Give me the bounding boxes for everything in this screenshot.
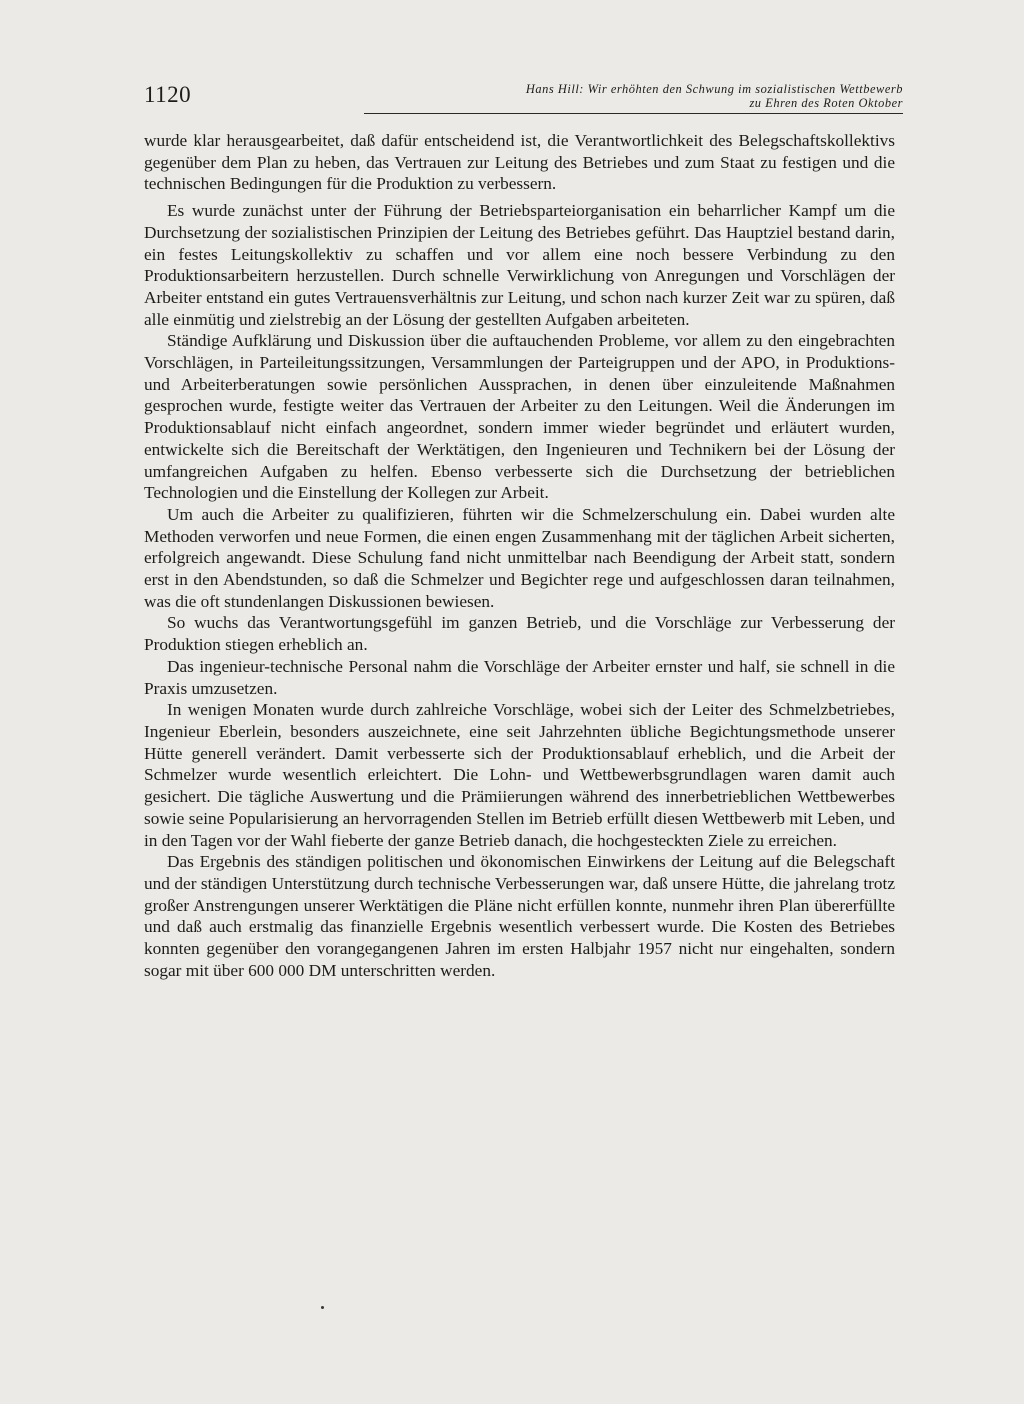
print-speck <box>321 1306 324 1309</box>
paragraph: Ständige Aufklärung und Diskussion über die auftauchenden Probleme, vor allem zu den eingebrachten Vorschlägen, in Parteileitungssitzungen, Versammlungen der Parteigruppen und der APO, in Produktions- und Arbeiterberatungen sowie persönlichen Aussprachen, in denen über einzuleitende Maßnahmen gesprochen wurde, festigte weiter das Vertrauen der Arbeiter zu den Leitungen. Weil die Änderungen im Produktionsablauf nicht einfach angeordnet, sondern immer wieder begründet und erläutert wurden, entwickelte sich die Bereitschaft der Werktätigen, den Ingenieuren und Technikern bei der Lösung der umfangreichen Aufgaben zu helfen. Ebenso verbesserte sich die Durchsetzung der betrieblichen Technologien und die Einstellung der Kollegen zur Arbeit. <box>144 331 895 503</box>
page-header <box>144 80 903 120</box>
paragraph: Das ingenieur-technische Personal nahm die Vorschläge der Arbeiter ernster und half, sie schnell in die Praxis umzusetzen. <box>144 656 895 698</box>
paragraph: Es wurde zunächst unter der Führung der Betriebsparteiorganisation ein beharrlicher Kampf um die Durchsetzung der sozialistischen Prinzipien der Leitung des Betriebes geführt. Das Hauptziel bestand darin, ein festes Leitungskollektiv zu schaffen und vor allem eine noch bessere Verbindung zu den Produktionsarbeitern herzustellen. Durch schnelle Verwirklichung von Anregungen und Vorschlägen der Arbeiter entstand ein gutes Vertrauensverhältnis zur Leitung, und schon nach kurzer Zeit war zu spüren, daß alle einmütig und zielstrebig an der Lösung der gestellten Aufgaben arbeiteten. <box>144 201 895 329</box>
paragraph: Das Ergebnis des ständigen politischen und ökonomischen Einwirkens der Leitung auf die Belegschaft und der ständigen Unterstützung durch technische Verbesserungen war, daß unsere Hütte, die jahrelang trotz großer Anstrengungen unserer Werktätigen die Pläne nicht erfüllen konnte, nunmehr ihren Plan übererfüllte und daß auch erstmalig das finanzielle Ergebnis wesentlich verbessert wurde. Die Kosten des Betriebes konnten gegenüber den vorangegangenen Jahren im ersten Halbjahr 1957 nicht nur eingehalten, sondern sogar mit über 600 000 DM unterschritten werden. <box>144 852 895 980</box>
page-number: 1120 <box>144 82 192 107</box>
paragraph-continuation: wurde klar herausgearbeitet, daß dafür entscheidend ist, die Verantwortlichkeit des Belegschaftskollektivs gegenüber dem Plan zu heben, das Vertrauen zur Leitung des Betriebes und zum Staat zu festigen und die technischen Bedingungen für die Produktion zu verbessern. <box>144 131 895 194</box>
running-head <box>526 82 903 110</box>
paragraph: In wenigen Monaten wurde durch zahlreiche Vorschläge, wobei sich der Leiter des Schmelzbetriebes, Ingenieur Eberlein, besonders auszeichnete, eine seit Jahrzehnten übliche Begichtungsmethode unserer Hütte generell verändert. Damit verbesserte sich der Produktionsablauf erheblich, und die Arbeit der Schmelzer wurde wesentlich erleichtert. Die Lohn- und Wettbewerbsgrundlagen waren damit auch gesichert. Die tägliche Auswertung und die Prämiierungen während des innerbetrieblichen Wettbewerbes sowie seine Popularisierung an hervorragenden Stellen im Betrieb erfüllt diesen Wettbewerb mit Leben, und in den Tagen vor der Wahl fieberte der ganze Betrieb danach, die hochgesteckten Ziele zu erreichen. <box>144 700 895 850</box>
header-rule <box>364 113 903 114</box>
body-text <box>144 130 895 981</box>
paragraph: Um auch die Arbeiter zu qualifizieren, führten wir die Schmelzerschulung ein. Dabei wurden alte Methoden verworfen und neue Formen, die einen engen Zusammenhang mit der täglichen Arbeit sicherten, erfolgreich angewandt. Diese Schulung fand nicht unmittelbar nach Beendigung der Arbeit statt, sondern erst in den Abendstunden, so daß die Schmelzer und Begichter rege und aufgeschlossen daran teilnahmen, was die oft stundenlangen Diskussionen bewiesen. <box>144 504 895 611</box>
running-head-line-2: zu Ehren des Roten Oktober <box>749 96 903 110</box>
running-head-line-1: Hans Hill: Wir erhöhten den Schwung im sozialistischen Wettbewerb <box>525 82 903 96</box>
paragraph: So wuchs das Verantwortungsgefühl im ganzen Betrieb, und die Vorschläge zur Verbesserung der Produktion stiegen erheblich an. <box>144 613 895 655</box>
